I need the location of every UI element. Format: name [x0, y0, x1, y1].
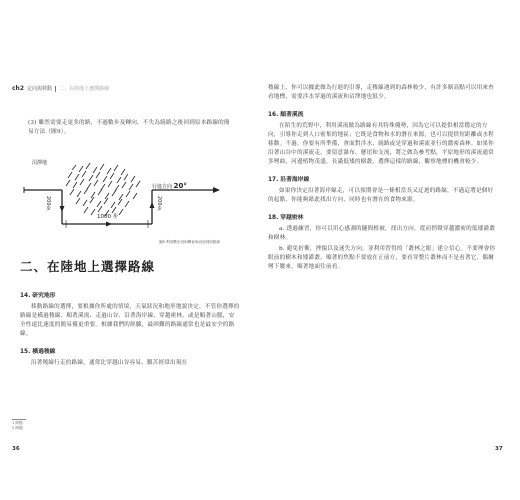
turn-arrow-1: [60, 206, 65, 212]
chapter-title: 定向與移動: [27, 86, 53, 92]
footnote-rule: [12, 419, 26, 420]
heading-coastline: 17. 沿著海岸線: [268, 177, 310, 183]
footnote-1: 1 間題：: [12, 420, 27, 425]
figure-caption: 圖9 利用數步伐和轉直角而回到原路線: [159, 240, 220, 244]
running-header: [12, 85, 109, 92]
left-body-text: [20, 283, 240, 370]
turn-arrow-2: [106, 222, 112, 227]
footnote-2: 2 間題：: [12, 425, 27, 430]
obstacle-label: 沼澤地: [32, 160, 48, 166]
turn-arrow-3: [150, 202, 155, 208]
header-divider: [55, 86, 56, 92]
footnotes: [12, 419, 26, 431]
detour-figure: [22, 150, 222, 230]
heading-cross-ridge: 15. 橫過稜線: [20, 349, 56, 355]
right-body-text: [268, 84, 496, 274]
intro-paragraph-block: [28, 119, 233, 139]
chapter-subtitle: 二、在陸地上選擇路線: [59, 86, 110, 92]
heading-dense-forest: 18. 穿越密林: [268, 215, 304, 221]
detour-path: [24, 190, 216, 224]
direction-label: 行進方向: [152, 184, 173, 190]
swamp-hatching: [66, 163, 140, 216]
bearing-label: 20°: [173, 182, 187, 190]
page-number-left: 36: [12, 446, 20, 452]
distance-bottom: 1000 步: [97, 214, 119, 220]
heading-follow-stream: 16. 順著溪流: [268, 112, 304, 118]
section-title: 二、在陸地上選擇路線: [20, 259, 156, 274]
heading-study-terrain: 14. 研究地形: [20, 293, 56, 299]
dense-forest-a: a. 透過練習，你可以用心感測的隧間植被，找出方向，從而悄聲穿越濃密的低矮灌叢和樹林。: [268, 226, 496, 241]
intro-paragraph: (3) 雖然需要走更多的路，不過數步及轉向，不失為繞路之後回到原本路線的簡易方法（圖9）。: [28, 120, 230, 135]
chapter-mark: ch2: [12, 85, 25, 92]
distance-right: 200步: [156, 196, 162, 211]
coastline-text: 如果你決定沿著海岸線走，可以預期會是一條相當長又迂迴的路線，不過這將是個好的起點，你能夠藉此找出方向，同時也有潛在的食物來源。: [268, 188, 494, 203]
distance-left: 200步: [45, 196, 51, 211]
page-number-right: 37: [495, 446, 503, 452]
dense-forest-b: b. 避免折衝，挫傷以及迷失方向，並利用習得的「叢林之眼」建立信心。不要理會你眼前的樹木和矮灌叢，順著的焦點不要放在正前方，要看穿整片叢林而不是看著它，偶爾彎下腰來，順著地面往前看。: [268, 246, 496, 270]
cross-ridge-text: 沿著稜線行走的路線，通常比穿越山谷容易，艱苦經常出現在: [31, 360, 188, 366]
ridge-continued-text: 稜線上，你可以據此做為行進的引導，走稜線遇到的森林較少，有許多制高點可以用來查看地標，需要涉水穿過的溪流和沼澤地也很少。: [268, 85, 494, 100]
direction-label-wrap: [152, 182, 187, 190]
follow-stream-text: 在陌生的荒野中，利用溪流做為路線有其特殊優勢，因為它可以提供相當穩定的方向，引導你走到人口密集的地區；它既是食物和水的潛在來源，也可以提供短距離或水程移動。不過，你要有所準備，會面對涉水、繞路或是穿過和溪流並行的濃密森林。如果你沿著山谷中的溪流走，要留意瀑布、懸崖和支流，將之做為參考點，平原地形的溪流通常多彎曲，河邊植物茂盛，長滿低矮的樹叢，選擇這樣的路線，觀察地標的機會較少。: [268, 123, 494, 165]
study-terrain-text: 移動路線的選擇，要根據你所處的情境，天氣狀況和地形地貌決定，不管你選擇的路線是橫過稜線、順著溪流、走過山谷、沿著海岸線、穿越密林，或是順著山脈，安全性遠比速度的簡易優更重要。根據我們的經驗，最困難的路線通常也是最安全的路線。: [20, 304, 240, 337]
direction-arrowhead: [213, 187, 220, 193]
